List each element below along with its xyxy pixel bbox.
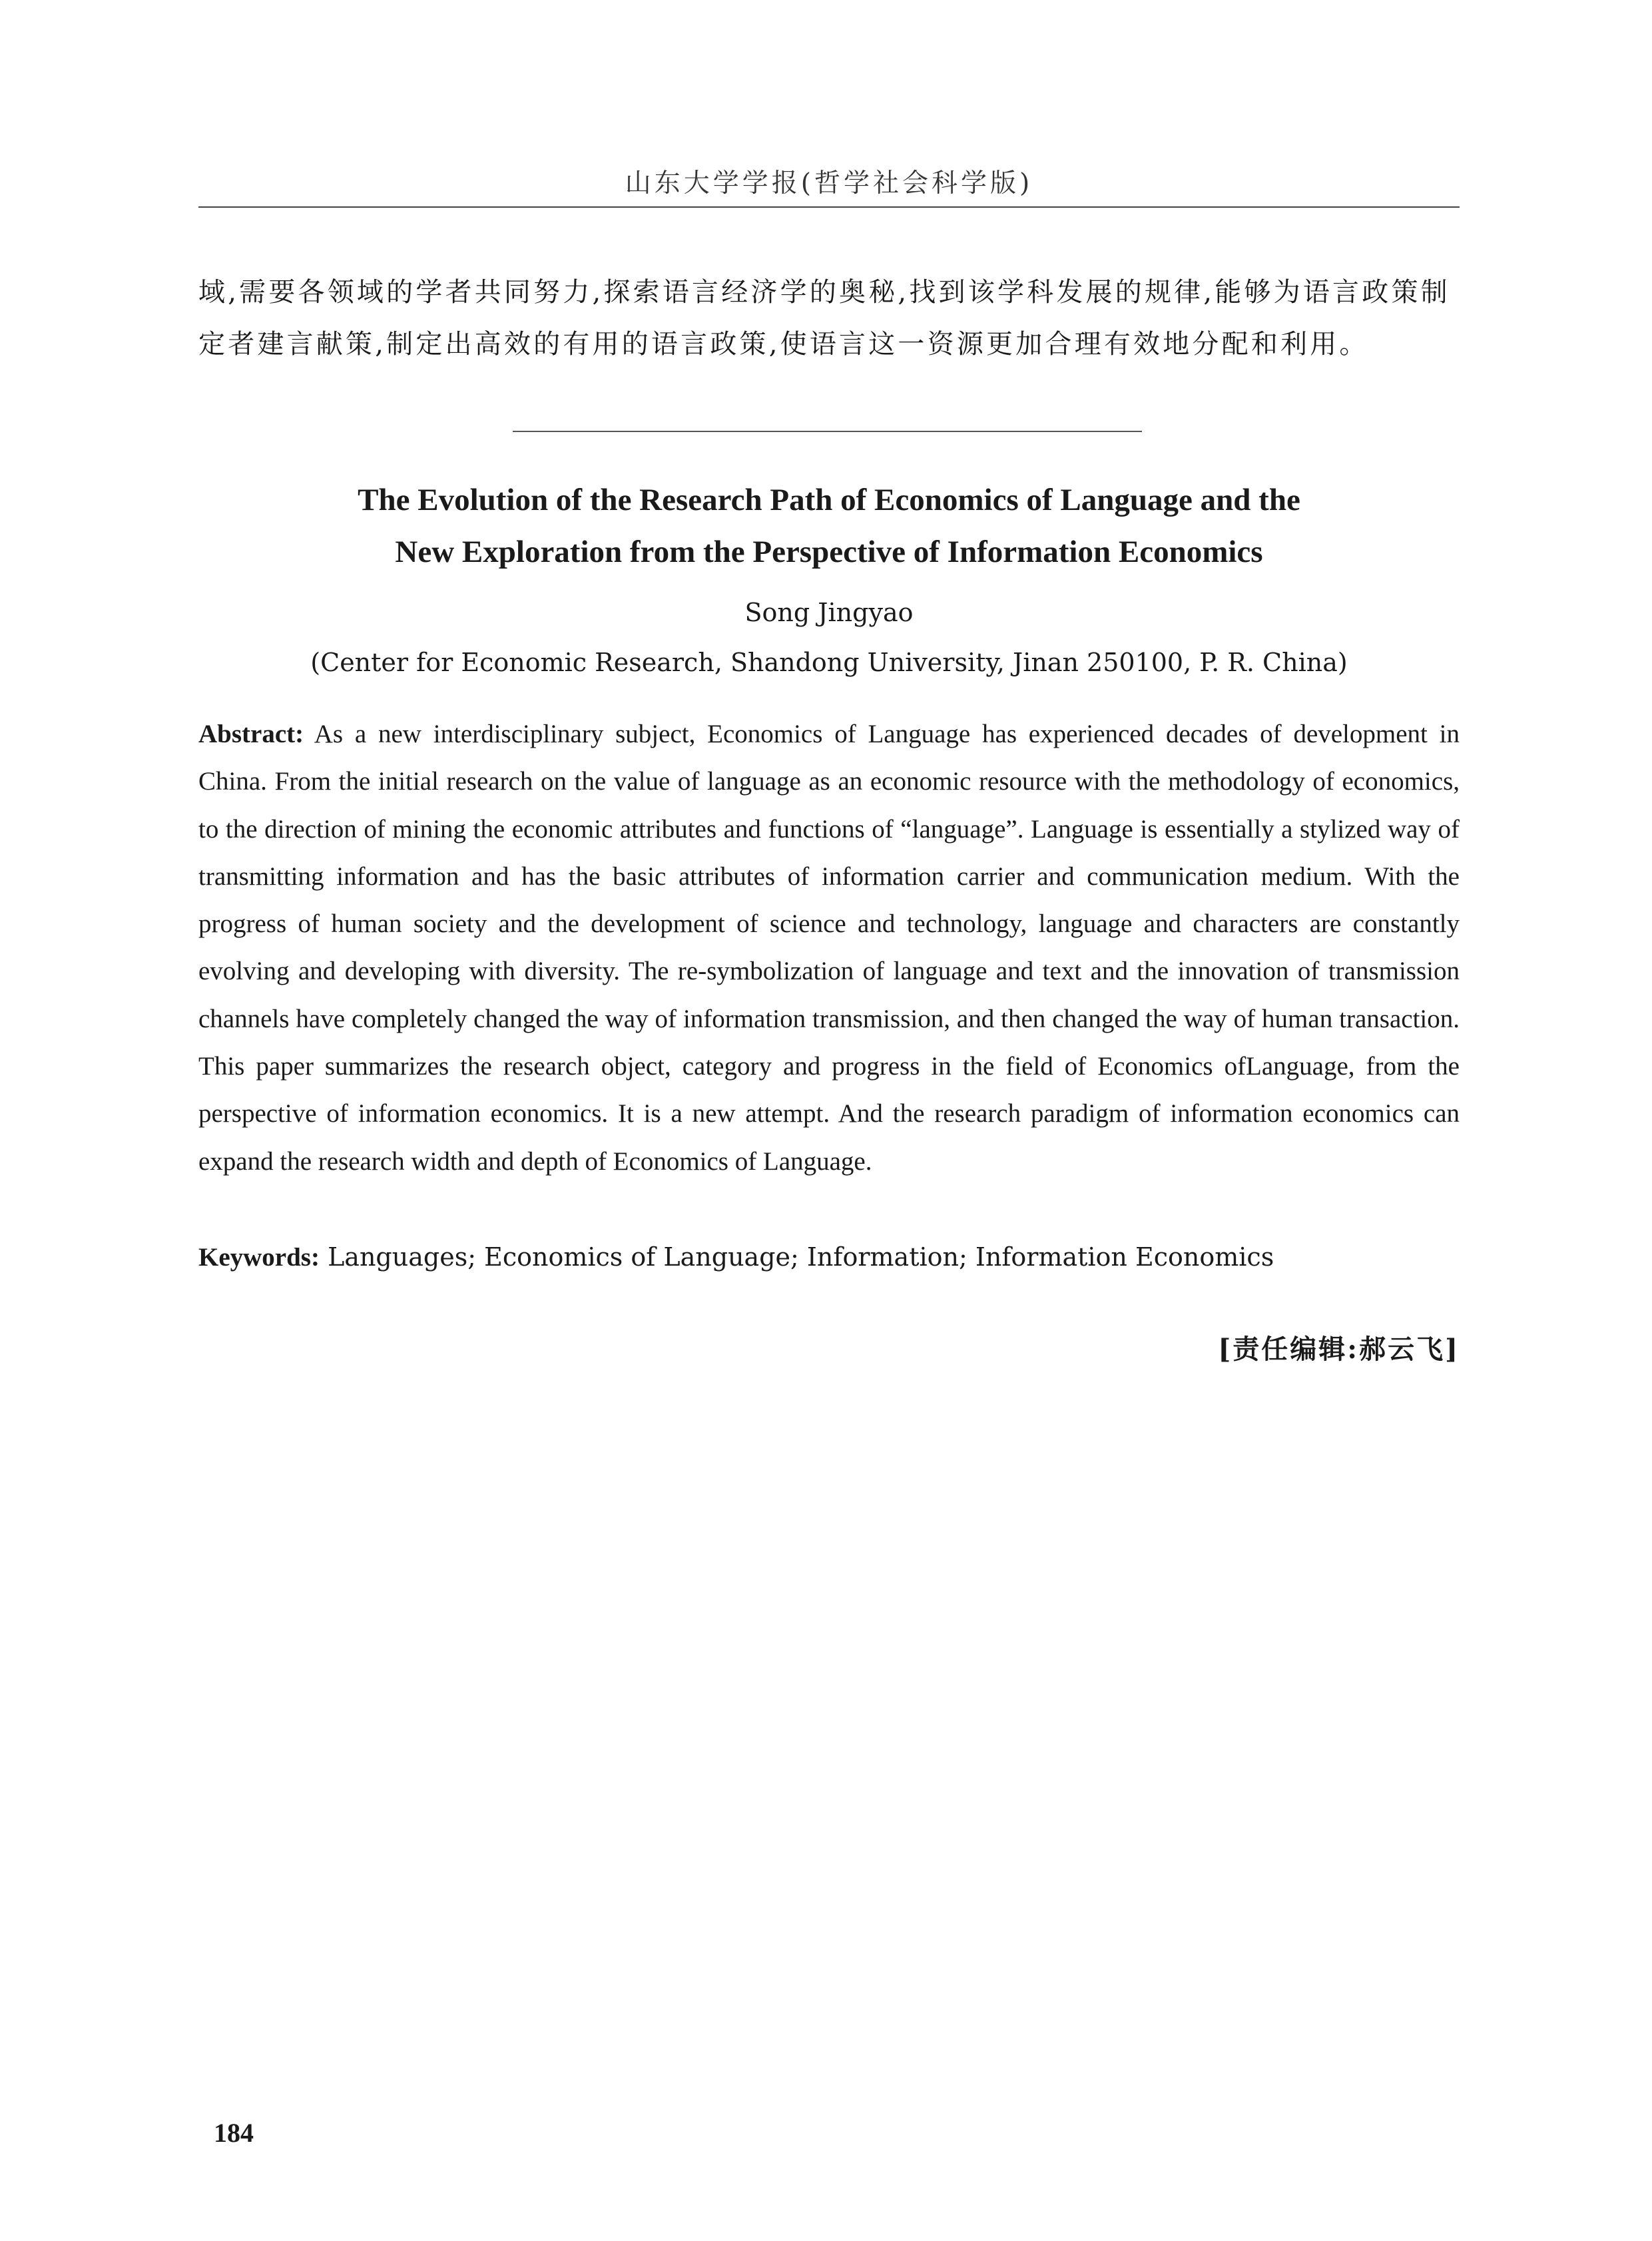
- keywords-text: Languages; Economics of Language; Information; Information Economics: [319, 1242, 1274, 1272]
- running-head: 山东大学学报(哲学社会科学版): [625, 168, 1033, 198]
- author-name: Song Jingyao: [744, 598, 914, 627]
- editor-note: [责任编辑:郝云飞]: [1218, 1334, 1460, 1365]
- keywords-label: Keywords:: [198, 1243, 320, 1272]
- english-title-line-1: The Evolution of the Research Path of Economics of Language and the: [358, 483, 1300, 517]
- author-affiliation: (Center for Economic Research, Shandong University, Jinan 250100, P. R. China): [310, 648, 1348, 677]
- abstract-text: As a new interdisciplinary subject, Economics of Language has experienced decades of development in China. From the initial research on the value of language as an economic resource with the methodology of economics, to the direction of mining the economic attributes and functions of “language”. Language is essentially a stylized way of transmitting information and has the basic attributes of information carrier and communication medium. With the progress of human society and the development of science and technology, language and characters are constantly evolving and developing with diversity. The re-symbolization of language and text and the innovation of transmission channels have completely changed the way of information transmission, and then changed the way of human transaction. This paper summarizes the research object, category and progress in the field of Economics ofLanguage, from the perspective of information economics. It is a new attempt. And the research paradigm of information economics can expand the research width and depth of Economics of Language.: [198, 720, 1460, 1176]
- section-separator: [513, 431, 1142, 432]
- abstract: [198, 710, 1460, 1185]
- chinese-paragraph-line: 定者建言献策,制定出高效的有用的语言政策,使语言这一资源更加合理有效地分配和利用。: [198, 329, 1369, 360]
- keywords: [198, 1234, 1460, 1281]
- chinese-paragraph: [198, 266, 1460, 370]
- header-rule: [198, 206, 1460, 208]
- chinese-paragraph-line: 域,需要各领域的学者共同努力,探索语言经济学的奥秘,找到该学科发展的规律,能够为语言政策制: [198, 277, 1450, 308]
- english-title-line-2: New Exploration from the Perspective of Information Economics: [395, 535, 1263, 569]
- abstract-label: Abstract:: [198, 720, 304, 748]
- english-title: [198, 474, 1460, 578]
- page-number: 184: [214, 2118, 254, 2148]
